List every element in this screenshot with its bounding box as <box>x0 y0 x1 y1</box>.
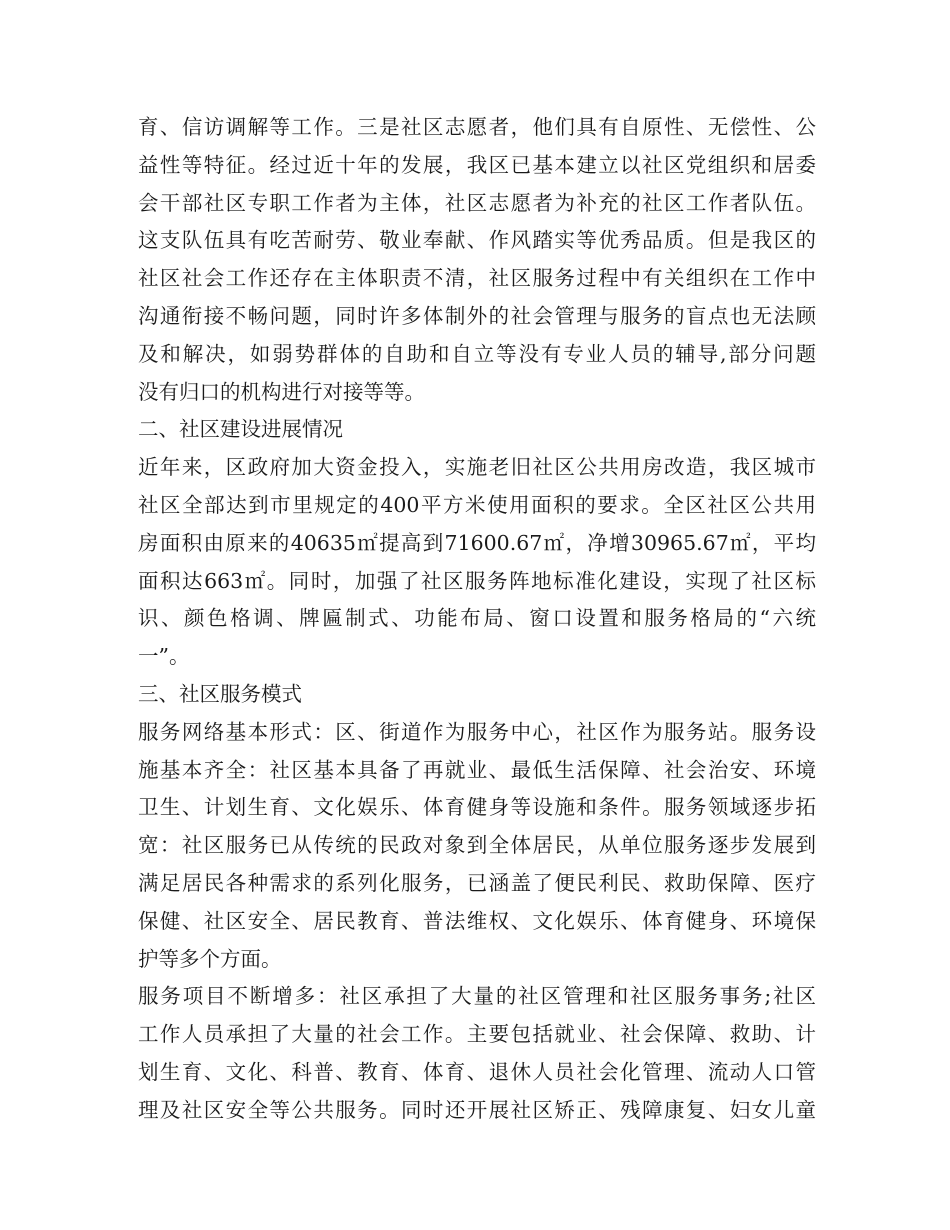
text-line: 宽：社区服务已从传统的民政对象到全体居民，从单位服务逐步发展到 <box>138 833 816 858</box>
heading-text: 三、社区服务模式 <box>138 681 302 706</box>
text-line: 划生育、文化、科普、教育、体育、退休人员社会化管理、流动人口管 <box>138 1059 816 1084</box>
text-line: 一”。 <box>138 644 190 669</box>
section-heading <box>138 411 816 449</box>
text-line: 近年来，区政府加大资金投入，实施老旧社区公共用房改造，我区城市 <box>138 455 816 480</box>
section-heading <box>138 676 816 714</box>
text-line: 工作人员承担了大量的社会工作。主要包括就业、社会保障、救助、计 <box>138 1022 816 1047</box>
text-line: 会干部社区专职工作者为主体，社区志愿者为补充的社区工作者队伍。 <box>138 190 816 215</box>
text-line: 沟通衔接不畅问题，同时许多体制外的社会管理与服务的盲点也无法顾 <box>138 303 816 328</box>
text-line: 理及社区安全等公共服务。同时还开展社区矫正、残障康复、妇女儿童 <box>138 1097 816 1122</box>
document-body <box>138 109 816 1130</box>
text-line: 保健、社区安全、居民教育、普法维权、文化娱乐、体育健身、环境保 <box>138 908 816 933</box>
body-paragraph <box>138 449 816 676</box>
text-line: 服务项目不断增多：社区承担了大量的社区管理和社区服务事务;社区 <box>138 984 816 1009</box>
heading-text: 二、社区建设进展情况 <box>138 417 343 442</box>
text-line: 识、颜色格调、牌匾制式、功能布局、窗口设置和服务格局的“六统 <box>138 606 816 631</box>
text-line: 社区全部达到市里规定的400平方米使用面积的要求。全区社区公共用 <box>138 492 816 517</box>
body-paragraph <box>138 978 816 1129</box>
text-line: 没有归口的机构进行对接等等。 <box>138 379 425 404</box>
text-line: 这支队伍具有吃苦耐劳、敬业奉献、作风踏实等优秀品质。但是我区的 <box>138 228 816 253</box>
text-line: 益性等特征。经过近十年的发展，我区已基本建立以社区党组织和居委 <box>138 152 816 177</box>
text-line: 施基本齐全：社区基本具备了再就业、最低生活保障、社会治安、环境 <box>138 757 816 782</box>
text-line: 卫生、计划生育、文化娱乐、体育健身等设施和条件。服务领域逐步拓 <box>138 795 816 820</box>
body-paragraph <box>138 714 816 979</box>
text-line: 房面积由原来的40635㎡提高到71600.67㎡，净增30965.67㎡，平均 <box>138 530 816 555</box>
text-line: 面积达663㎡。同时，加强了社区服务阵地标准化建设，实现了社区标 <box>138 568 816 593</box>
text-line: 满足居民各种需求的系列化服务，已涵盖了便民利民、救助保障、医疗 <box>138 870 816 895</box>
text-line: 育、信访调解等工作。三是社区志愿者，他们具有自原性、无偿性、公 <box>138 115 816 139</box>
text-line: 社区社会工作还存在主体职责不清，社区服务过程中有关组织在工作中 <box>138 266 816 291</box>
text-line: 服务网络基本形式：区、街道作为服务中心，社区作为服务站。服务设 <box>138 719 816 744</box>
text-line: 及和解决，如弱势群体的自助和自立等没有专业人员的辅导,部分问题 <box>138 341 816 366</box>
body-paragraph <box>138 109 816 411</box>
text-line: 护等多个方面。 <box>138 946 282 971</box>
